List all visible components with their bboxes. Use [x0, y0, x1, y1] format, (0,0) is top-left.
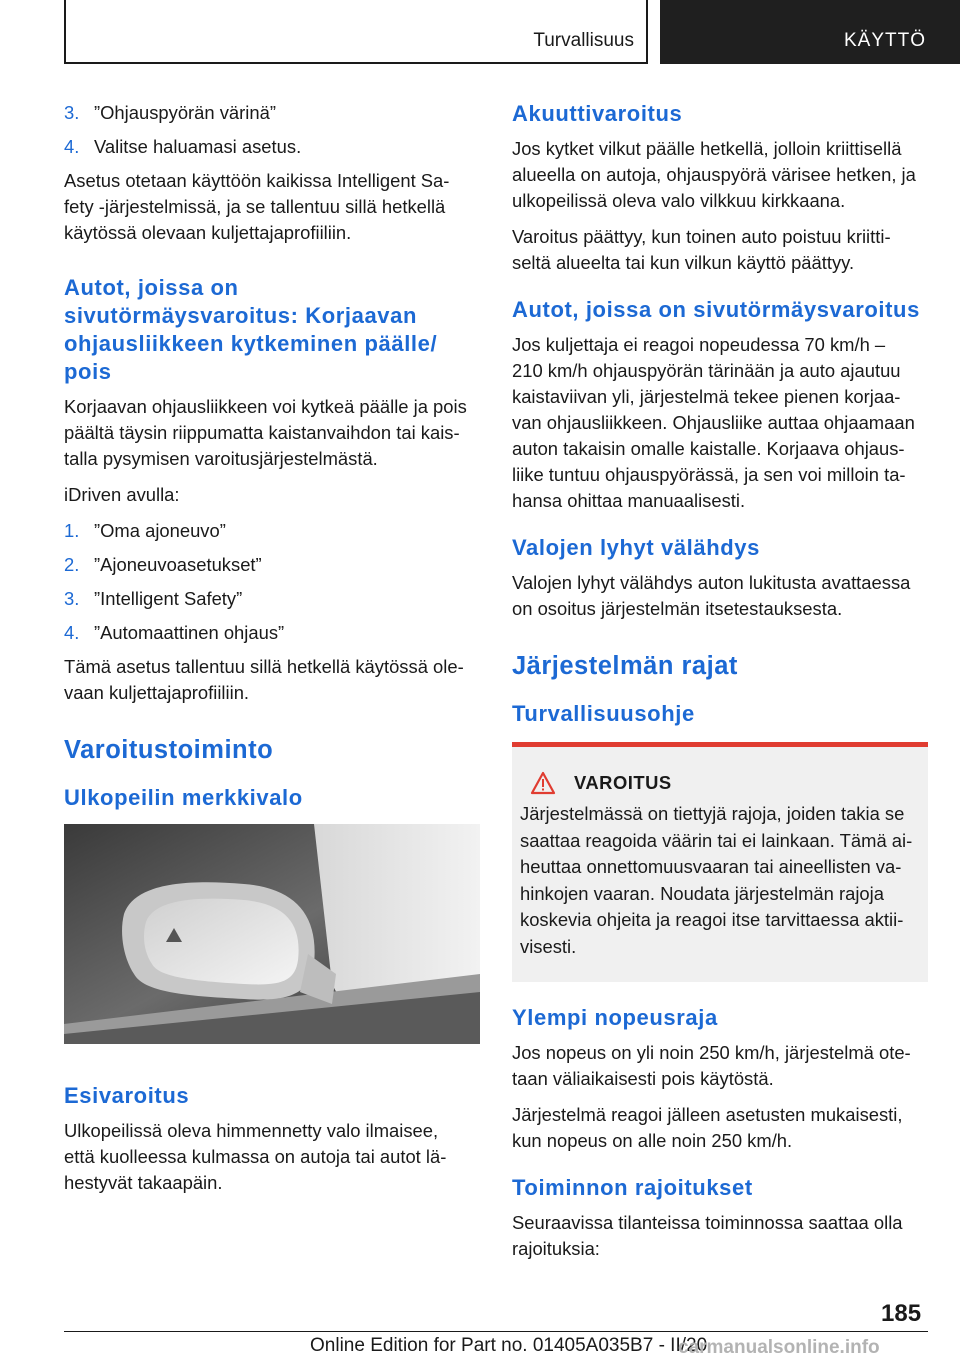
text-line: heuttaa onnettomuusvaaran tai aineellisten va-	[520, 856, 902, 877]
warning-triangle-icon	[530, 771, 556, 795]
text-line: hestyvät takaapäin.	[64, 1172, 223, 1193]
list-number: 3.	[64, 102, 80, 123]
text-line: auton takaisin omalle kaistalle. Korjaava ohjaus-	[512, 438, 905, 459]
warning-box	[512, 742, 928, 982]
paragraph-kuljettaja	[512, 332, 928, 514]
text-line: Asetus otetaan käyttöön kaikissa Intelligent Sa-	[64, 170, 450, 191]
text-line: Varoitus päättyy, kun toinen auto poistuu kriitti-	[512, 226, 891, 247]
list-number: 4.	[64, 136, 80, 157]
list-number: 3.	[64, 588, 80, 609]
text-line: liike tuntuu ohjauspyörässä, ja sen voi milloin ta-	[512, 464, 906, 485]
paragraph-seuraavissa	[512, 1210, 928, 1262]
left-column	[64, 100, 480, 1206]
text-line: hansa ohittaa manuaalisesti.	[512, 490, 746, 511]
text-line: Korjaavan ohjausliikkeen voi kytkeä päälle ja pois	[64, 396, 467, 417]
text-line: rajoituksia:	[512, 1238, 600, 1259]
text-line: Järjestelmässä on tiettyjä rajoja, joiden takia se	[520, 803, 905, 824]
text-line: van ohjausliikkeen. Ohjausliike auttaa ohjaamaan	[512, 412, 915, 433]
text-line: seltä alueelta tai kun vilkun käyttö päättyy.	[512, 252, 855, 273]
header-section-box	[64, 0, 648, 64]
heading-line: sivutörmäysvaroitus: Korjaavan	[64, 303, 418, 328]
list-number: 1.	[64, 520, 80, 541]
paragraph-idriven: iDriven avulla:	[64, 484, 180, 505]
text-line: saattaa reagoida väärin tai ei lainkaan. Tämä ai-	[520, 829, 913, 851]
paragraph-esivaroitus	[64, 1118, 480, 1196]
heading-autot-korjaava	[64, 274, 480, 386]
list-text: ”Ajoneuvoasetukset”	[94, 554, 262, 575]
paragraph-nopeus-2	[512, 1102, 928, 1154]
text-line: Jos kuljettaja ei reagoi nopeudessa 70 km/h –	[512, 334, 886, 355]
list-text: ”Oma ajoneuvo”	[94, 520, 226, 541]
text-line: kaistaviivan yli, järjestelmä tekee pienen korjaa-	[512, 386, 901, 407]
footer-divider	[64, 1331, 928, 1332]
text-line: koskevia ohjeita ja reagoi itse tarvittaessa aktii-	[520, 909, 904, 930]
paragraph-akuutti-2	[512, 224, 928, 276]
heading-valojen-lyhyt: Valojen lyhyt välähdys	[512, 535, 760, 560]
page-number: 185	[881, 1300, 922, 1327]
list-item	[64, 100, 480, 126]
header-section-title: Turvallisuus	[533, 30, 634, 51]
list-text: ”Ohjauspyörän värinä”	[94, 102, 276, 123]
text-line: alueella on autoja, ohjauspyörä värisee hetken, ja	[512, 164, 916, 185]
text-line: Valojen lyhyt välähdys auton lukitusta avattaessa	[512, 572, 911, 593]
text-line: Ulkopeilissä oleva himmennetty valo ilmaisee,	[64, 1120, 439, 1141]
paragraph-valojen	[512, 570, 928, 622]
header-chapter-title: KÄYTTÖ	[843, 30, 926, 51]
heading-ylempi-nopeusraja: Ylempi nopeusraja	[512, 1005, 718, 1030]
right-column	[512, 100, 928, 1272]
text-line: Jos nopeus on yli noin 250 km/h, järjestelmä ote-	[512, 1042, 911, 1063]
heading-toiminnon-rajoitukset: Toiminnon rajoitukset	[512, 1175, 753, 1200]
list-number: 2.	[64, 554, 80, 575]
page-header	[0, 0, 960, 66]
text-line: hinkojen vaaran. Noudata järjestelmän rajoja	[520, 882, 884, 904]
heading-ulkopeilin-merkkivalo: Ulkopeilin merkkivalo	[64, 785, 303, 810]
list-text: Valitse haluamasi asetus.	[94, 136, 302, 157]
heading-line: Autot, joissa on	[64, 275, 239, 300]
list-item	[64, 586, 480, 612]
text-line: Tämä asetus tallentuu sillä hetkellä käytössä ole-	[64, 656, 464, 677]
text-line: Järjestelmä reagoi jälleen asetusten mukaisesti,	[512, 1104, 903, 1125]
text-line: kun nopeus on alle noin 250 km/h.	[512, 1130, 793, 1151]
text-line: fety -järjestelmissä, ja se tallentuu sillä hetkellä	[64, 196, 446, 217]
footer-edition: Online Edition for Part no. 01405A035B7 - II/20	[310, 1335, 708, 1356]
heading-akuuttivaroitus: Akuuttivaroitus	[512, 101, 683, 126]
text-line: vaan kuljettajaprofiiliin.	[64, 682, 250, 703]
list-text: ”Automaattinen ohjaus”	[94, 622, 285, 643]
list-text: ”Intelligent Safety”	[94, 588, 243, 609]
heading-line: pois	[64, 359, 112, 384]
warning-header	[520, 771, 920, 795]
paragraph-asetus	[64, 168, 480, 246]
heading-autot-sivutormays: Autot, joissa on sivutörmäysvaroitus	[512, 297, 920, 322]
header-chapter-box	[660, 0, 960, 64]
heading-turvallisuusohje: Turvallisuusohje	[512, 701, 695, 726]
paragraph-korjaavan	[64, 394, 480, 472]
text-line: päältä täysin riippumatta kaistanvaihdon tai kais-	[64, 422, 460, 443]
text-line: Jos kytket vilkut päälle hetkellä, jolloin kriittisellä	[512, 138, 902, 159]
text-line: visesti.	[520, 935, 577, 957]
watermark: carmanualsonline.info	[678, 1337, 880, 1358]
paragraph-tallentuu	[64, 654, 480, 706]
text-line: Seuraavissa tilanteissa toiminnossa saattaa olla	[512, 1212, 903, 1233]
paragraph-akuutti-1	[512, 136, 928, 214]
warning-title: VAROITUS	[574, 772, 672, 793]
paragraph-nopeus-1	[512, 1040, 928, 1092]
heading-jarjestelman-rajat: Järjestelmän rajat	[512, 652, 738, 680]
text-line: käytössä olevaan kuljettajaprofiiliin.	[64, 222, 352, 243]
list-number: 4.	[64, 622, 80, 643]
text-line: ulkopeilissä oleva valo vilkkuu kirkkaana.	[512, 190, 846, 211]
heading-esivaroitus: Esivaroitus	[64, 1083, 190, 1108]
list-item	[64, 518, 480, 544]
heading-line: ohjausliikkeen kytkeminen päälle/	[64, 331, 438, 356]
text-line: 210 km/h ohjauspyörän tärinään ja auto ajautuu	[512, 360, 901, 381]
list-item	[64, 552, 480, 578]
warning-text	[520, 801, 920, 960]
text-line: että kuolleessa kulmassa on autoja tai autot lä-	[64, 1146, 447, 1167]
text-line: taan väliaikaisesti pois käytöstä.	[512, 1068, 774, 1089]
list-item	[64, 134, 480, 160]
text-line: on osoitus järjestelmän itsetestauksesta.	[512, 598, 843, 619]
text-line: talla pysymisen varoitusjärjestelmästä.	[64, 448, 378, 469]
list-item	[64, 620, 480, 646]
mirror-warning-illustration	[64, 824, 480, 1044]
heading-varoitustoiminto: Varoitustoiminto	[64, 736, 274, 764]
